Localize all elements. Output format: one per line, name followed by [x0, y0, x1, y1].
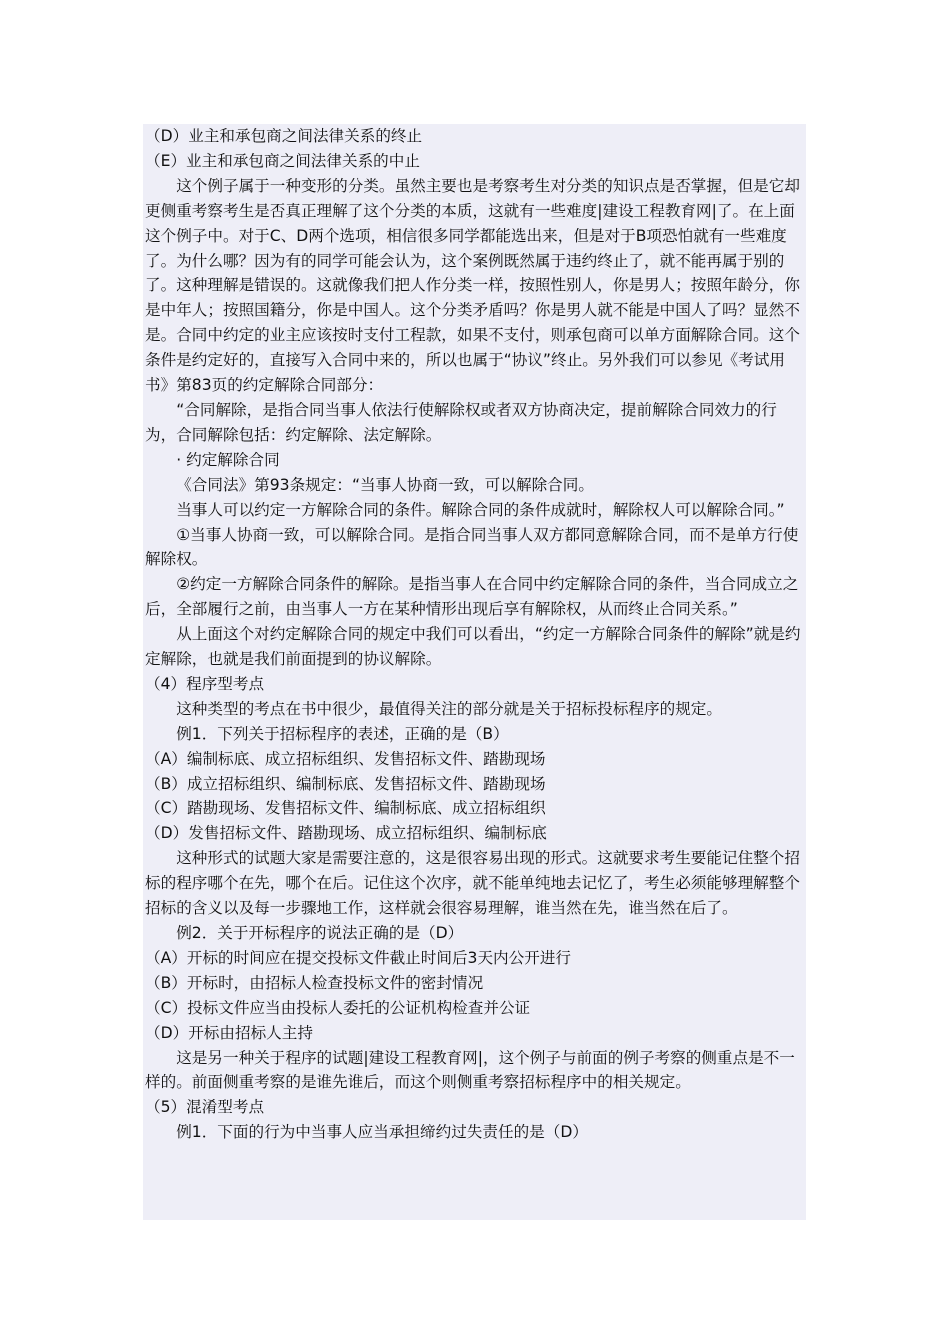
- option-line: （D）发售招标文件、踏勘现场、成立招标组织、编制标底: [145, 824, 547, 843]
- section-heading: （5）混淆型考点: [145, 1098, 265, 1117]
- question-line: 例2．关于开标程序的说法正确的是（D）: [176, 924, 464, 942]
- option-line: （E）业主和承包商之间法律关系的中止: [145, 151, 420, 170]
- body-paragraph: 这种形式的试题大家是需要注意的，这是很容易出现的形式。这就要求考生要能记住整个招标的程序哪个在先，哪个在后。记住这个次序，就不能单纯地去记忆了，考生必须能够理解整个招标的含义以及每一步骤地工作，这样就会很容易理解，谁当然在先，谁当然在后了。: [145, 849, 800, 918]
- option-line: （A）开标的时间应在提交投标文件截止时间后3天内公开进行: [145, 948, 572, 967]
- body-paragraph: ②约定一方解除合同条件的解除。是指当事人在合同中约定解除合同的条件，当合同成立之后，全部履行之前，由当事人一方在某种情形出现后享有解除权，从而终止合同关系。”: [145, 575, 799, 619]
- option-line: （D）业主和承包商之间法律关系的终止: [145, 127, 423, 145]
- body-paragraph: “合同解除，是指合同当事人依法行使解除权或者双方协商决定，提前解除合同效力的行为，合同解除包括：约定解除、法定解除。: [145, 400, 777, 444]
- option-line: （C）踏勘现场、发售招标文件、编制标底、成立招标组织: [145, 799, 546, 818]
- body-paragraph: ①当事人协商一致，可以解除合同。是指合同当事人双方都同意解除合同，而不是单方行使解除权。: [145, 525, 799, 569]
- section-heading: （4）程序型考点: [145, 674, 265, 693]
- body-paragraph: 从上面这个对约定解除合同的规定中我们可以看出，“约定一方解除合同条件的解除”就是约定解除，也就是我们前面提到的协议解除。: [145, 625, 801, 669]
- option-line: （B）开标时，由招标人检查投标文件的密封情况: [145, 973, 484, 992]
- body-paragraph: 这个例子属于一种变形的分类。虽然主要也是考察考生对分类的知识点是否掌握，但是它却更侧重考察考生是否真正理解了这个分类的本质，这就有一些难度|建设工程教育网|了。在上面这个例子中。对于C、D两个选项，相信很多同学都能选出来，但是对于B项恐怕就有一些难度了。为什么哪？因为有的同学可能会认为，这个案例既然属于违约终止了，就不能再属于别的了。这种理解是错误的。这就像我们把人作分类一样，按照性别人，你是男人；按照年龄分，你是中年人；按照国籍分，你是中国人。这个分类矛盾吗？你是男人就不能是中国人了吗？显然不是。合同中约定的业主应该按时支付工程款，如果不支付，则承包商可以单方面解除合同。这个条件是约定好的，直接写入合同中来的，所以也属于“协议”终止。另外我们可以参见《考试用书》第83页的约定解除合同部分：: [145, 176, 800, 395]
- option-line: （B）成立招标组织、编制标底、发售招标文件、踏勘现场: [145, 774, 546, 793]
- option-line: （C）投标文件应当由投标人委托的公证机构检查并公证: [145, 998, 531, 1017]
- body-paragraph: 《合同法》第93条规定：“当事人协商一致，可以解除合同。: [176, 475, 594, 494]
- body-paragraph: 这种类型的考点在书中很少，最值得关注的部分就是关于招标投标程序的规定。: [176, 699, 722, 718]
- option-line: （A）编制标底、成立招标组织、发售招标文件、踏勘现场: [145, 749, 546, 768]
- question-line: 例1．下面的行为中当事人应当承担缔约过失责任的是（D）: [176, 1123, 588, 1142]
- question-line: 例1．下列关于招标程序的表述，正确的是（B）: [176, 724, 509, 743]
- document-page: [143, 124, 806, 1220]
- body-paragraph: 这是另一种关于程序的试题|建设工程教育网|，这个例子与前面的例子考察的侧重点是不一样的。前面侧重考察的是谁先谁后，而这个则侧重考察招标程序中的相关规定。: [145, 1048, 795, 1092]
- sub-heading: · 约定解除合同: [176, 450, 280, 469]
- option-line: （D）开标由招标人主持: [145, 1023, 313, 1042]
- body-paragraph: 当事人可以约定一方解除合同的条件。解除合同的条件成就时，解除权人可以解除合同。”: [176, 500, 785, 519]
